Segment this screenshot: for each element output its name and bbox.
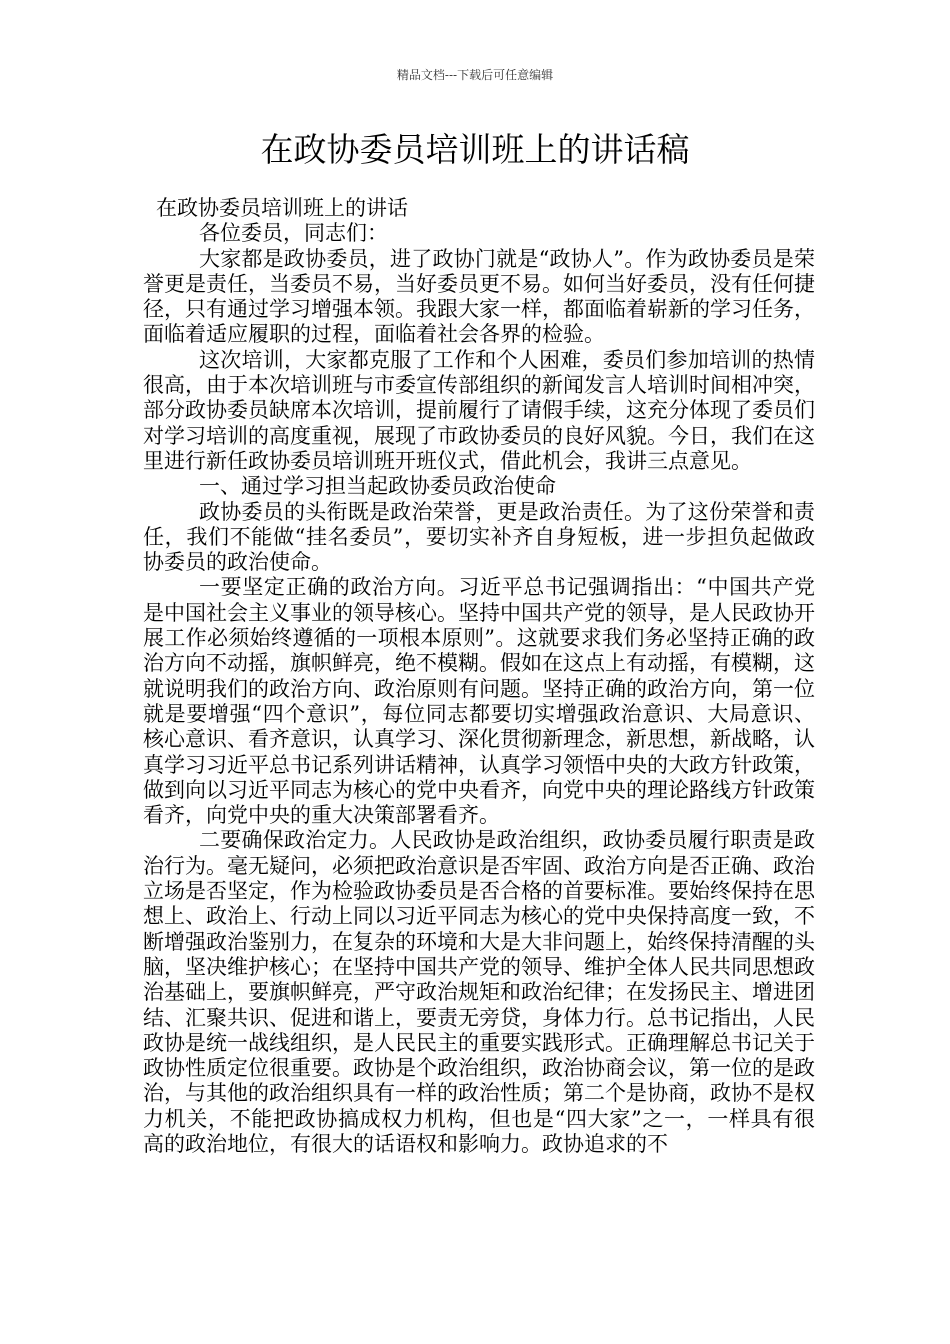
header-watermark: 精品文档---下载后可任意编辑 <box>396 68 554 82</box>
speech-subtitle: 在政协委员培训班上的讲话 <box>156 196 408 220</box>
section-heading: 一、通过学习担当起政协委员政治使命 <box>199 474 556 499</box>
document-body <box>143 196 815 1157</box>
paragraph: 这次培训，大家都克服了工作和个人困难，委员们参加培训的热情很高，由于本次培训班与市委宣传部组织的新闻发言人培训时间相冲突，部分政协委员缺席本次培训，提前履行了请假手续，这充分体现了委员们对学习培训的高度重视，展现了市政协委员的良好风貌。今日，我们在这里进行新任政协委员培训班开班仪式，借此机会，我讲三点意见。 <box>143 347 815 473</box>
paragraph: 大家都是政协委员，进了政协门就是“政协人”。作为政协委员是荣誉更是责任，当委员不易，当好委员更不易。如何当好委员，没有任何捷径，只有通过学习增强本领。我跟大家一样，都面临着崭新的学习任务，面临着适应履职的过程，面临着社会各界的检验。 <box>143 246 815 347</box>
salutation: 各位委员，同志们： <box>199 221 388 246</box>
document-title: 在政协委员培训班上的讲话稿 <box>260 130 690 169</box>
paragraph: 二要确保政治定力。人民政协是政治组织，政协委员履行职责是政治行为。毫无疑问，必须把政治意识是否牢固、政治方向是否正确、政治立场是否坚定，作为检验政协委员是否合格的首要标准。要始终保持在思想上、政治上、行动上同以习近平同志为核心的党中央保持高度一致，不断增强政治鉴别力，在复杂的环境和大是大非问题上，始终保持清醒的头脑，坚决维护核心；在坚持中国共产党的领导、维护全体人民共同思想政治基础上，要旗帜鲜亮，严守政治规矩和政治纪律；在发扬民主、增进团结、汇聚共识、促进和谐上，要责无旁贷，身体力行。总书记指出，人民政协是统一战线组织，是人民民主的重要实践形式。正确理解总书记关于政协性质定位很重要。政协是个政治组织，政治协商会议，第一位的是政治，与其他的政治组织具有一样的政治性质；第二个是协商，政协不是权力机关，不能把政协搞成权力机构，但也是“四大家”之一，一样具有很高的政治地位，有很大的话语权和影响力。政协追求的不 <box>143 828 815 1156</box>
paragraph: 一要坚定正确的政治方向。习近平总书记强调指出：“中国共产党是中国社会主义事业的领导核心。坚持中国共产党的领导，是人民政协开展工作必须始终遵循的一项根本原则”。这就要求我们务必坚持正确的政治方向不动摇，旗帜鲜亮，绝不模糊。假如在这点上有动摇，有模糊，这就说明我们的政治方向、政治原则有问题。坚持正确的政治方向，第一位就是要增强“四个意识”，每位同志都要切实增强政治意识、大局意识、核心意识、看齐意识，认真学习、深化贯彻新理念，新思想，新战略，认真学习习近平总书记系列讲话精神，认真学习领悟中央的大政方针政策，做到向以习近平同志为核心的党中央看齐，向党中央的理论路线方针政策看齐，向党中央的重大决策部署看齐。 <box>143 575 815 828</box>
paragraph: 政协委员的头衔既是政治荣誉，更是政治责任。为了这份荣誉和责任，我们不能做“挂名委员”，要切实补齐自身短板，进一步担负起做政协委员的政治使命。 <box>143 499 815 575</box>
